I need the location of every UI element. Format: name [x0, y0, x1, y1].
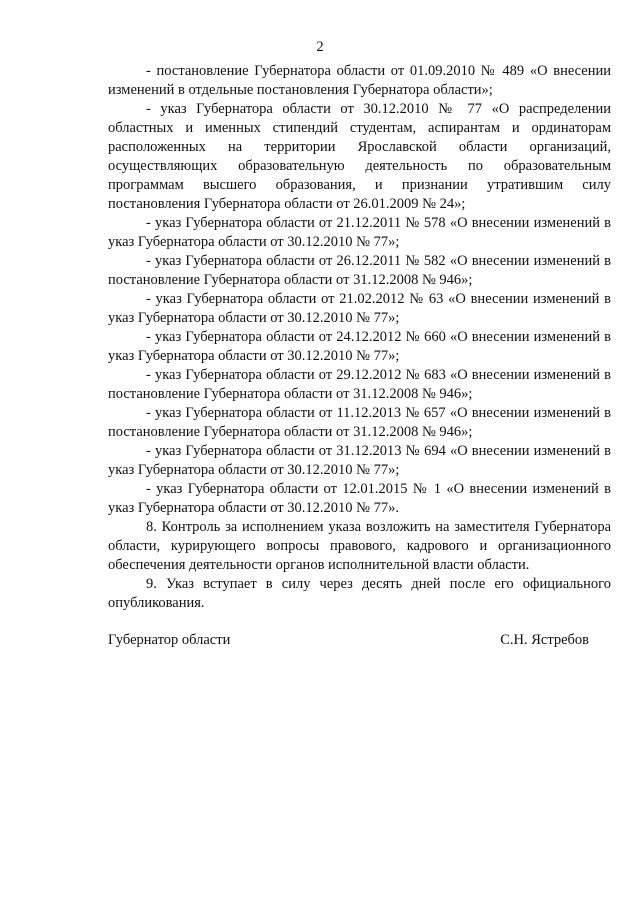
- paragraph-decree-657: - указ Губернатора области от 11.12.2013 № 657 «О внесении изменений в постановление Губернатора области от 31.12.2008 № 946»;: [108, 405, 611, 440]
- paragraph-decree-694: - указ Губернатора области от 31.12.2013 № 694 «О внесении изменений в указ Губернатора области от 30.12.2010 № 77»;: [108, 443, 611, 478]
- paragraph-decree-582: - указ Губернатора области от 26.12.2011 № 582 «О внесении изменений в постановление Губернатора области от 31.12.2008 № 946»;: [108, 253, 611, 288]
- paragraph-decree-63: - указ Губернатора области от 21.02.2012 № 63 «О внесении изменений в указ Губернатора области от 30.12.2010 № 77»;: [108, 291, 611, 326]
- paragraph-decree-77: - указ Губернатора области от 30.12.2010 № 77 «О распределении областных и именных стипендий студентам, аспирантам и ординаторам расположенных на территории Ярославской области организаций, осуществляющих образовательную деятельность по образовательным программам высшего образования, и признании утратившим силу постановления Губернатора области от 26.01.2009 № 24»;: [108, 101, 611, 212]
- signature-block: [108, 631, 589, 650]
- paragraph-decree-683: - указ Губернатора области от 29.12.2012 № 683 «О внесении изменений в постановление Губернатора области от 31.12.2008 № 946»;: [108, 367, 611, 402]
- paragraph-decree-578: - указ Губернатора области от 21.12.2011 № 578 «О внесении изменений в указ Губернатора области от 30.12.2010 № 77»;: [108, 215, 611, 250]
- signature-name: С.Н. Ястребов: [500, 632, 589, 648]
- paragraph-item-8: 8. Контроль за исполнением указа возложить на заместителя Губернатора области, курирующего вопросы правового, кадрового и организационного обеспечения деятельности органов исполнительной власти области.: [108, 519, 611, 573]
- signature-position: Губернатор области: [108, 632, 231, 648]
- page-number: 2: [316, 39, 324, 55]
- paragraph-decree-660: - указ Губернатора области от 24.12.2012 № 660 «О внесении изменений в указ Губернатора области от 30.12.2010 № 77»;: [108, 329, 611, 364]
- document-body: [108, 62, 611, 613]
- paragraph-decree-489: - постановление Губернатора области от 01.09.2010 № 489 «О внесении изменений в отдельные постановления Губернатора области»;: [108, 63, 611, 98]
- paragraph-decree-1: - указ Губернатора области от 12.01.2015 № 1 «О внесении изменений в указ Губернатора области от 30.12.2010 № 77».: [108, 481, 611, 516]
- paragraph-item-9: 9. Указ вступает в силу через десять дней после его официального опубликования.: [108, 576, 611, 611]
